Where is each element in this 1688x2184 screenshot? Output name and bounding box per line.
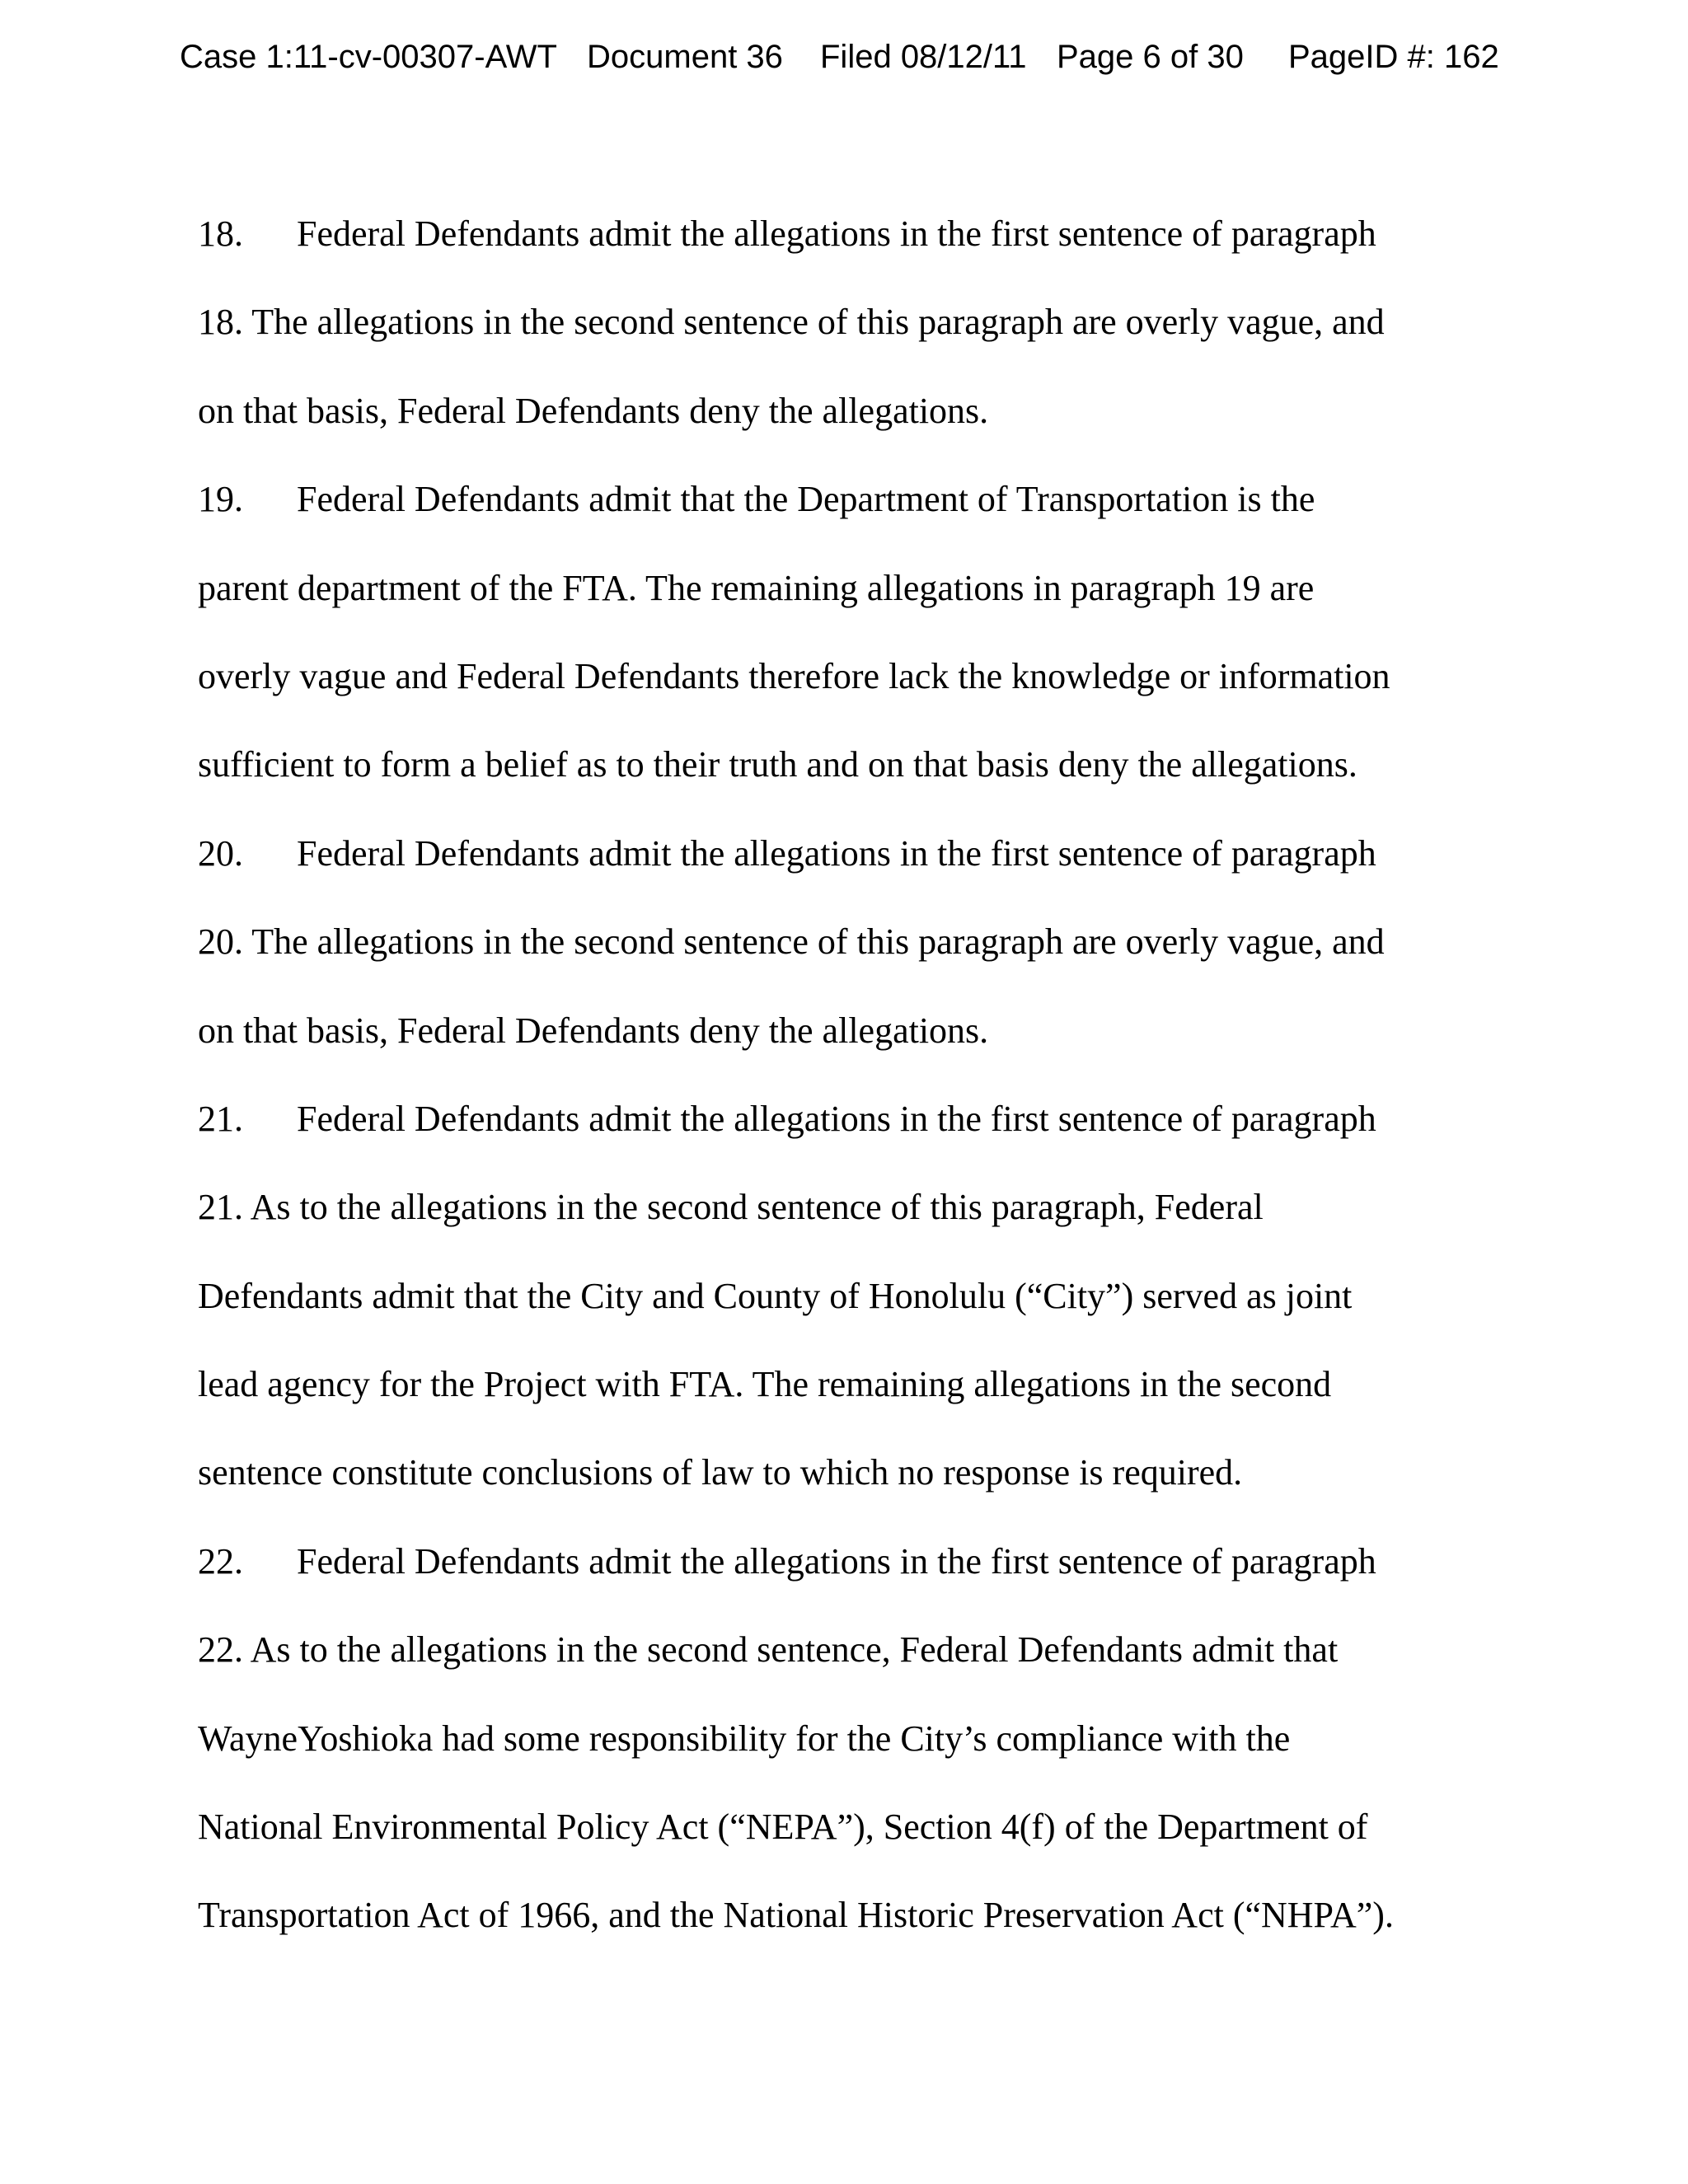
paragraph-line: 22. As to the allegations in the second sentence, Federal Defendants admit that bbox=[198, 1629, 1339, 1671]
case-number: Case 1:11-cv-00307-AWT bbox=[180, 39, 557, 75]
page-count: Page 6 of 30 bbox=[1057, 39, 1244, 75]
paragraph-text: Federal Defendants admit the allegations in the first sentence of paragraph bbox=[297, 213, 1376, 254]
paragraph-line bbox=[198, 1075, 1500, 1163]
paragraph-text: Federal Defendants admit the allegations in the first sentence of paragraph bbox=[297, 1098, 1376, 1139]
paragraph-line: overly vague and Federal Defendants therefore lack the knowledge or information bbox=[198, 655, 1390, 696]
paragraph-number: 21. bbox=[198, 1098, 243, 1139]
paragraph-line bbox=[198, 809, 1500, 898]
paragraph-line: sentence constitute conclusions of law to which no response is required. bbox=[198, 1452, 1243, 1493]
paragraph-21 bbox=[198, 1075, 1500, 1517]
paragraph-number: 18. bbox=[198, 213, 243, 254]
paragraph-text: Federal Defendants admit that the Department of Transportation is the bbox=[297, 479, 1315, 520]
page-id: PageID #: 162 bbox=[1288, 39, 1499, 75]
paragraph-19 bbox=[198, 455, 1500, 809]
paragraph-20 bbox=[198, 809, 1500, 1075]
paragraph-line: 21. As to the allegations in the second sentence of this paragraph, Federal bbox=[198, 1187, 1264, 1228]
paragraph-text: Federal Defendants admit the allegations in the first sentence of paragraph bbox=[297, 832, 1376, 874]
paragraph-line: Transportation Act of 1966, and the National Historic Preservation Act (“NHPA”). bbox=[198, 1895, 1394, 1936]
paragraph-18 bbox=[198, 190, 1500, 455]
paragraph-line: 18. The allegations in the second sentence of this paragraph are overly vague, and bbox=[198, 302, 1385, 343]
paragraph-number: 22. bbox=[198, 1540, 243, 1582]
filing-header bbox=[0, 36, 1688, 77]
paragraph-line: on that basis, Federal Defendants deny the allegations. bbox=[198, 1010, 989, 1051]
paragraph-number: 19. bbox=[198, 479, 243, 520]
paragraph-line: parent department of the FTA. The remaining allegations in paragraph 19 are bbox=[198, 567, 1315, 608]
paragraph-line bbox=[198, 455, 1500, 543]
document-number: Document 36 bbox=[587, 39, 783, 75]
paragraph-line: lead agency for the Project with FTA. The remaining allegations in the second bbox=[198, 1364, 1332, 1405]
filed-date: Filed 08/12/11 bbox=[820, 39, 1027, 75]
paragraph-line: Defendants admit that the City and County of Honolulu (“City”) served as joint bbox=[198, 1275, 1353, 1316]
paragraph-text: Federal Defendants admit the allegations in the first sentence of paragraph bbox=[297, 1540, 1376, 1582]
paragraph-line: on that basis, Federal Defendants deny the allegations. bbox=[198, 390, 989, 431]
paragraph-line: WayneYoshioka had some responsibility for the City’s compliance with the bbox=[198, 1718, 1291, 1759]
paragraph-line: 20. The allegations in the second sentence of this paragraph are overly vague, and bbox=[198, 921, 1385, 963]
paragraph-22 bbox=[198, 1517, 1500, 1960]
document-body bbox=[198, 190, 1500, 1960]
paragraph-line: sufficient to form a belief as to their truth and on that basis deny the allegations. bbox=[198, 744, 1357, 785]
paragraph-line: National Environmental Policy Act (“NEPA”), Section 4(f) of the Department of bbox=[198, 1807, 1368, 1848]
paragraph-line bbox=[198, 190, 1500, 278]
paragraph-line bbox=[198, 1517, 1500, 1605]
paragraph-number: 20. bbox=[198, 832, 243, 874]
